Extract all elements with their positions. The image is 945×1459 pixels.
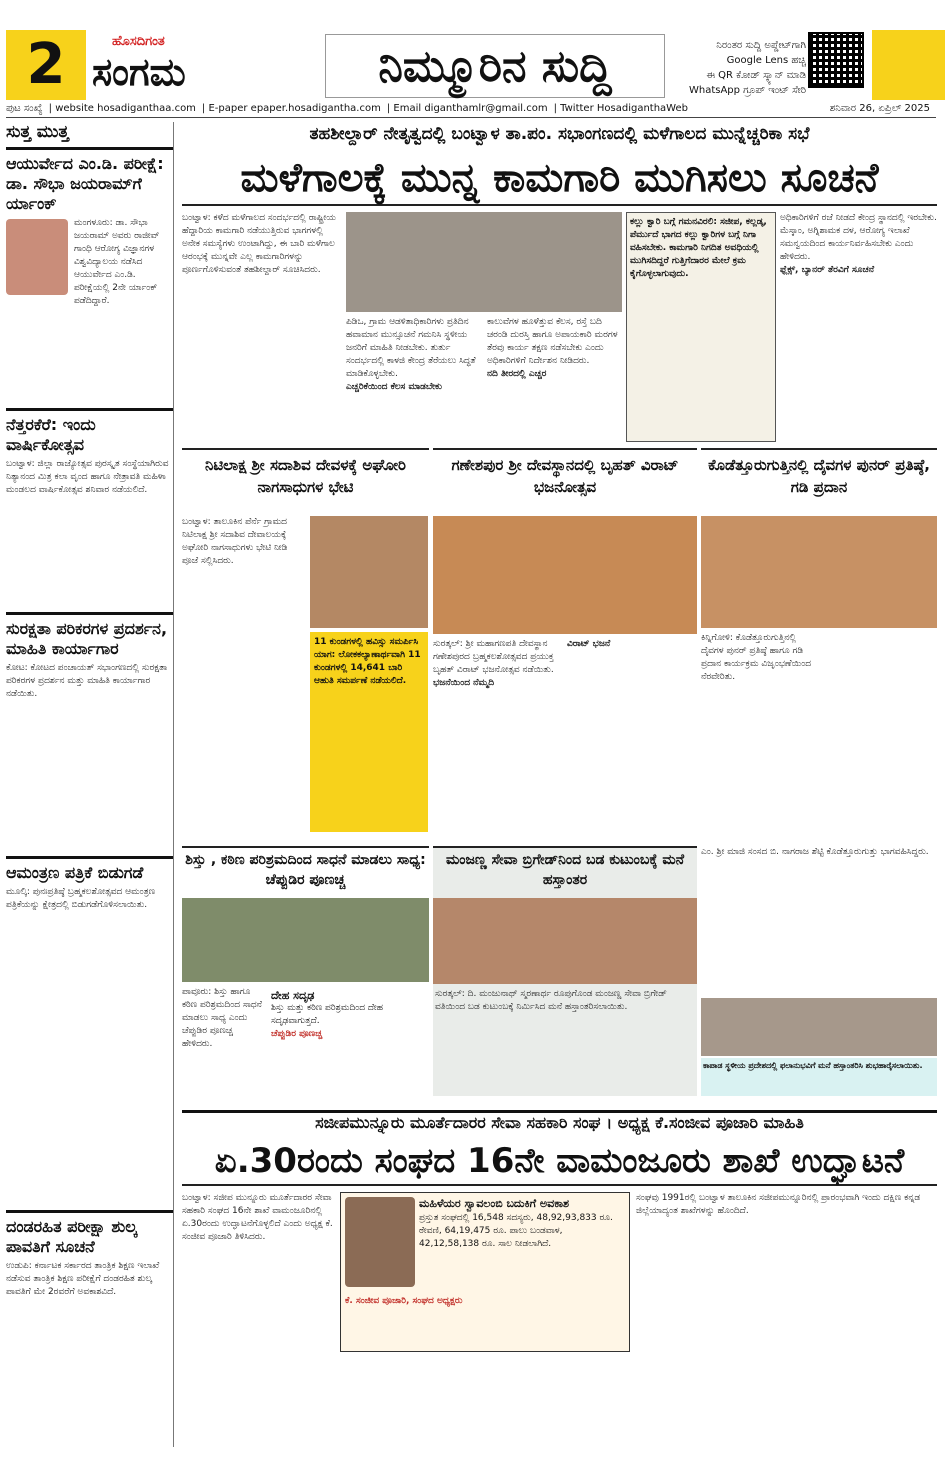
left-column [6, 122, 174, 1447]
brief-heading: ಆಯುರ್ವೇದ ಎಂ.ಡಿ. ಪರೀಕ್ಷೆ: ಡಾ. ಸೌಭಾ ಜಯರಾಮ್‌ಗೆ ರ್ಯಾಂಕ್ [6, 147, 173, 214]
epaper-link[interactable]: E-paper epaper.hosadigantha.com [208, 103, 381, 114]
story-side: ವಿರಾಟ್ ಭಜನೆ [567, 639, 611, 649]
brief-heading: ಆಮಂತ್ರಣ ಪತ್ರಿಕೆ ಬಿಡುಗಡೆ [6, 856, 173, 883]
brief-story [6, 856, 173, 1206]
footer-body-col3: ಸಂಘವು 1991ರಲ್ಲಿ ಬಂಟ್ವಾಳ ತಾಲೂಕಿನ ಸಜೀಪಮುನ್ನೂರಿನಲ್ಲಿ ಪ್ರಾರಂಭವಾಗಿ ಇಂದು ದಕ್ಷಿಣ ಕನ್ನಡ ಜಿಲ್ಲೆಯಾದ್ಯಂತ ಶಾಖೆಗಳನ್ನು ಹೊಂದಿದೆ. [636, 1193, 921, 1216]
story-title: ಮಂಜಣ್ಣ ಸೇವಾ ಬ್ರಿಗೇಡ್‌ನಿಂದ ಬಡ ಕುಟುಂಬಕ್ಕೆ ಮನೆ ಹಸ್ತಾಂತರ [445, 852, 685, 888]
lead-subhead: ಫ್ಲೆಕ್ಸ್, ಬ್ಯಾನರ್ ತೆರವಿಗೆ ಸೂಚನೆ [780, 265, 875, 275]
brief-body: ಉಡುಪಿ: ಕರ್ನಾಟಕ ಸರ್ಕಾರದ ತಾಂತ್ರಿಕ ಶಿಕ್ಷಣ ಇಲಾಖೆ ನಡೆಸುವ ತಾಂತ್ರಿಕ ಶಿಕ್ಷಣ ಪರೀಕ್ಷೆಗೆ ದಂಡರಹಿತ ಶುಲ್ಕ ಪಾವತಿಗೆ ಮೇ 2ರವರೆಗೆ ಅವಕಾಶವಿದೆ. [6, 1261, 160, 1297]
story-body: ಕಿನ್ನಿಗೋಳಿ: ಕೊಡೆತ್ತೂರುಗುತ್ತಿನಲ್ಲಿ ದೈವಗಳ ಪುನರ್ ಪ್ರತಿಷ್ಠೆ ಹಾಗೂ ಗಡಿ ಪ್ರದಾನ ಕಾರ್ಯಕ್ರಮ ವಿಜೃಂಭಣೆಯಿಂದ ನೆರವೇರಿತು. [701, 633, 812, 682]
story-title: ನಿಟಿಲಾಕ್ಷ ಶ್ರೀ ಸದಾಶಿವ ದೇವಳಕ್ಕೆ ಅಘೋರಿ ನಾಗಸಾಧುಗಳ ಭೇಟಿ [205, 456, 406, 496]
family-photo [701, 998, 937, 1056]
story-title: ಶಿಸ್ತು , ಕಠಿಣ ಪರಿಶ್ರಮದಿಂದ ಸಾಧನೆ ಮಾಡಲು ಸಾಧ್ಯ: ಚೆಪ್ಪುಡಿರ ಪೂಣಚ್ಚ [185, 852, 426, 888]
footer-body-col2 [340, 1356, 630, 1447]
athletes-photo [182, 898, 429, 982]
photo-caption: ಕಾಪಾಡ ಸ್ಥಳೀಯ ಪ್ರದೇಶದಲ್ಲಿ ಫಲಾನುಭವಿಗೆ ಮನೆ ಹಸ್ತಾಂತರಿಸಿ ಶುಭಹಾರೈಸಲಾಯಿತು. [701, 1058, 937, 1096]
supplement-title: ಸಂಗಮ [92, 50, 186, 94]
story-body: ಬಂಟ್ವಾಳ: ತಾಲೂಕಿನ ಪೆರ್ನೆ ಗ್ರಾಮದ ನಿಟಿಲಾಕ್ಷ ಶ್ರೀ ಸದಾಶಿವ ದೇವಾಲಯಕ್ಕೆ ಅಘೋರಿ ನಾಗಸಾಧುಗಳು ಭೇಟಿ ನೀಡಿ ಪೂಜೆ ಸಲ್ಲಿಸಿದರು. [182, 517, 288, 566]
bhajan-photo [433, 516, 697, 634]
brief-story [6, 612, 173, 852]
stats-box [340, 1192, 630, 1352]
story-nitilaksha [182, 448, 429, 840]
brief-heading: ದಂಡರಹಿತ ಪರೀಕ್ಷಾ ಶುಲ್ಕ ಪಾವತಿಗೆ ಸೂಚನೆ [6, 1210, 173, 1257]
story-kodettur [701, 448, 937, 840]
lead-kicker: ತಹಶೀಲ್ದಾರ್ ನೇತೃತ್ವದಲ್ಲಿ ಬಂಟ್ವಾಳ ತಾ.ಪಂ. ಸಭಾಂಗಣದಲ್ಲಿ ಮಳೆಗಾಲದ ಮುನ್ನೆಚ್ಚರಿಕಾ ಸಭೆ [309, 124, 810, 144]
story-poonacha [182, 846, 429, 1096]
meeting-photo [346, 212, 622, 312]
lead-headline: ಮಳೆಗಾಲಕ್ಕೆ ಮುನ್ನ ಕಾಮಗಾರಿ ಮುಗಿಸಲು ಸೂಚನೆ [182, 150, 937, 206]
stats-body: ಪ್ರಸ್ತುತ ಸಂಘದಲ್ಲಿ 16,548 ಸದಸ್ಯರು, 48,92,93,833 ರೂ. ಠೇವಣಿ, 64,19,475 ರೂ. ಪಾಲು ಬಂಡವಾಳ, 42,12,58,138 ರೂ. ಸಾಲ ನೀಡಲಾಗಿದೆ. [419, 1213, 613, 1249]
lead-body-col4: ಅಧಿಕಾರಿಗಳಿಗೆ ರಜೆ ನೀಡದೆ ಕೇಂದ್ರ ಸ್ಥಾನದಲ್ಲಿ ಇರಬೇಕು. ಮೆಸ್ಕಾಂ, ಅಗ್ನಿಶಾಮಕ ದಳ, ಆರೋಗ್ಯ ಇಲಾಖೆ ಸಮನ್ವಯದಿಂದ ಕಾರ್ಯನಿರ್ವಹಿಸಬೇಕು ಎಂದು ಹೇಳಿದರು. ಫ್ಲೆಕ್ಸ್, ಬ್ಯಾನರ್ ತೆರವಿಗೆ ಸೂಚನೆ [780, 213, 937, 275]
portrait-photo [345, 1197, 415, 1287]
footer-headline: ಏ.30ರಂದು ಸಂಘದ 16ನೇ ವಾಮಂಜೂರು ಶಾಖೆ ಉದ್ಘಾಟನೆ [182, 1136, 937, 1186]
brief-story [6, 408, 173, 608]
ritual-photo [701, 516, 937, 628]
story-title: ಗಣೇಶಪುರ ಶ್ರೀ ದೇವಸ್ಥಾನದಲ್ಲಿ ಬೃಹತ್ ವಿರಾಟ್ ಭಜನೋತ್ಸವ [451, 456, 679, 496]
pages-label: ಪುಟ ಸಂಖ್ಯೆ [6, 103, 43, 114]
accent-block [872, 30, 945, 100]
lead-subhead: ಎಚ್ಚರಿಕೆಯಿಂದ ಕೆಲಸ ಮಾಡಬೇಕು [346, 382, 442, 392]
brief-heading: ಸುರಕ್ಷತಾ ಪರಿಕರಗಳ ಪ್ರದರ್ಶನ, ಮಾಹಿತಿ ಕಾರ್ಯಾಗಾರ [6, 612, 173, 659]
story-kodettur-cont [701, 846, 937, 1096]
brief-body: ಕೋಟ: ಕೋಟದ ಪಂಚಾಯತ್ ಸಭಾಂಗಣದಲ್ಲಿ ಸುರಕ್ಷತಾ ಪರಿಕರಗಳ ಪ್ರದರ್ಶನ ಮತ್ತು ಮಾಹಿತಿ ಕಾರ್ಯಾಗಾರ ನಡೆಯಿತು. [6, 663, 168, 699]
qr-instructions: ನಿರಂತರ ಸುದ್ದಿ ಅಪ್ಡೇಟ್‌ಗಾಗಿ Google Lens ಹಚ್ಚಿ ಈ QR ಕೋಡ್ ಸ್ಕ್ಯಾನ್ ಮಾಡಿ WhatsApp ಗ್ರೂಪ್ ಇಂಟ್ ಸೇರಿ [688, 40, 806, 96]
column-title: ನಿಮ್ಮೂರಿನ ಸುದ್ದಿ [325, 34, 665, 98]
brief-body-extra [6, 308, 173, 404]
brief-heading: ನೆತ್ತರಕೆರೆ: ಇಂದು ವಾರ್ಷಿಕೋತ್ಸವ [6, 408, 173, 455]
info-bar: ಪುಟ ಸಂಖ್ಯೆ | website hosadiganthaa.com | E-paper epaper.hosadigantha.com | Email diganthamlr@gmail.com | Twitter HosadiganthaWeb ಶನಿವಾರ 26, ಏಪ್ರಿಲ್ 2025 [6, 100, 936, 118]
qr-code-icon[interactable] [808, 32, 864, 88]
brief-story [6, 147, 173, 308]
lead-body-col3: ಕಾಲುವೆಗಳ ಹೂಳೆತ್ತುವ ಕೆಲಸ, ರಸ್ತೆ ಬದಿ ಚರಂಡಿ ದುರಸ್ತಿ ಹಾಗೂ ಅಪಾಯಕಾರಿ ಮರಗಳ ತೆರವು ಕಾರ್ಯ ತಕ್ಷಣ ನಡೆಸಬೇಕು ಎಂದು ಅಧಿಕಾರಿಗಳಿಗೆ ನಿರ್ದೇಶನ ನೀಡಿದರು. ನದಿ ತೀರದಲ್ಲಿ ಎಚ್ಚರ [487, 316, 622, 444]
story-manjanna [433, 846, 697, 1096]
story-callout: 11 ಕುಂಡಗಳಲ್ಲಿ ಹವಿಸ್ಸು ಸಮರ್ಪಿಸಿ ಯಾಗ: ಲೋಕಕಲ್ಯಾಣಾರ್ಥವಾಗಿ 11 ಕುಂಡಗಳಲ್ಲಿ 14,641 ಬಾರಿ ಆಹುತಿ ಸಮರ್ಪಣೆ ನಡೆಯಲಿದೆ. [310, 632, 428, 832]
column-brand: ಸುತ್ತ ಮುತ್ತ [6, 122, 69, 142]
brief-body: ಮೂಲ್ಕಿ: ಪುನಃಪ್ರತಿಷ್ಠೆ ಬ್ರಹ್ಮಕಲಶೋತ್ಸವದ ಆಮಂತ್ರಣ ಪತ್ರಿಕೆಯನ್ನು ಕ್ಷೇತ್ರದಲ್ಲಿ ಬಿಡುಗಡೆಗೊಳಿಸಲಾಯಿತು. [6, 887, 156, 910]
story-ganeshpura [433, 448, 697, 840]
stats-title: ಮಹಿಳೆಯರ ಸ್ವಾವಲಂಬಿ ಬದುಕಿಗೆ ಅವಕಾಶ [419, 1197, 570, 1210]
house-handover-photo [433, 898, 697, 984]
brief-body: ಮಂಗಳೂರು: ಡಾ. ಸೌಭಾ ಜಯರಾಮ್ ಅವರು ರಾಜೀವ್ ಗಾಂಧಿ ಆರೋಗ್ಯ ವಿಜ್ಞಾನಗಳ ವಿಶ್ವವಿದ್ಯಾಲಯ ನಡೆಸಿದ ಆಯುರ್ವೇದ ಎಂ.ಡಿ. ಪರೀಕ್ಷೆಯಲ್ಲಿ 2ನೇ ರ್ಯಾಂಕ್ ಪಡೆದಿದ್ದಾರೆ. [74, 218, 160, 306]
brief-story [6, 1210, 173, 1299]
twitter-link[interactable]: Twitter HosadiganthaWeb [560, 103, 688, 114]
story-body: ಸುರತ್ಕಲ್: ಶ್ರೀ ಮಹಾಗಣಪತಿ ದೇವಸ್ಥಾನ ಗಣೇಶಪುರದ ಬ್ರಹ್ಮಕಲಶೋತ್ಸವದ ಪ್ರಯುಕ್ತ ಬೃಹತ್ ವಿರಾಟ್ ಭಜನೋತ್ಸವ ನಡೆಯಿತು. ಭಜನೆಯಿಂದ ನೆಮ್ಮದಿ [433, 638, 561, 838]
story-subhead: ಭಜನೆಯಿಂದ ನೆಮ್ಮದಿ [433, 678, 495, 688]
lead-quote-box: ಕಲ್ಲು ಕ್ವಾರಿ ಬಗ್ಗೆ ಗಮನವಿರಲಿ: ಸಜೀಪ, ಕಲ್ಲಡ್ಕ, ಪೆರ್ಮುದೆ ಭಾಗದ ಕಲ್ಲು ಕ್ವಾರಿಗಳ ಬಗ್ಗೆ ನಿಗಾ ವಹಿಸಬೇಕು. ಕಾಮಗಾರಿ ನಿಗದಿತ ಅವಧಿಯಲ್ಲಿ ಮುಗಿಸದಿದ್ದರೆ ಗುತ್ತಿಗೆದಾರರ ಮೇಲೆ ಕ್ರಮ ಕೈಗೊಳ್ಳಲಾಗುವುದು. [626, 212, 776, 442]
lead-body-col1: ಬಂಟ್ವಾಳ: ಕಳೆದ ಮಳೆಗಾಲದ ಸಂದರ್ಭದಲ್ಲಿ ರಾಷ್ಟ್ರೀಯ ಹೆದ್ದಾರಿಯ ಕಾಮಗಾರಿ ನಡೆಯುತ್ತಿರುವ ಭಾಗಗಳಲ್ಲಿ ಅನೇಕ ಸಮಸ್ಯೆಗಳು ಉಂಟಾಗಿದ್ದು, ಈ ಬಾರಿ ಮಳೆಗಾಲ ಆರಂಭಕ್ಕೆ ಮುನ್ನವೇ ಎಲ್ಲ ಕಾಮಗಾರಿಗಳನ್ನು ಪೂರ್ಣಗೊಳಿಸುವಂತೆ ತಹಶೀಲ್ದಾರ್ ಸೂಚಿಸಿದರು. [182, 213, 336, 275]
masthead [0, 0, 945, 100]
email-link[interactable]: Email diganthamlr@gmail.com [393, 103, 548, 114]
lead-subhead: ನದಿ ತೀರದಲ್ಲಿ ಎಚ್ಚರ [487, 369, 547, 379]
story-body: ಪಾವೂರು: ಶಿಸ್ತು ಹಾಗೂ ಕಠಿಣ ಪರಿಶ್ರಮದಿಂದ ಸಾಧನೆ ಮಾಡಲು ಸಾಧ್ಯ ಎಂದು ಚೆಪ್ಪುಡಿರ ಪೂಣಚ್ಚ ಹೇಳಿದರು. [182, 987, 263, 1049]
website-link[interactable]: website hosadiganthaa.com [55, 103, 196, 114]
story-body: ಸುರತ್ಕಲ್: ದಿ. ಮಂಜುನಾಥ್ ಸ್ಮರಣಾರ್ಥ ರೂಪುಗೊಂಡ ಮಂಜಣ್ಣ ಸೇವಾ ಬ್ರಿಗೇಡ್ ವತಿಯಿಂದ ಬಡ ಕುಟುಂಬಕ್ಕೆ ನಿರ್ಮಿಸಿದ ಮನೆ ಹಸ್ತಾಂತರಿಸಲಾಯಿತು. [435, 989, 667, 1012]
story-body: ಎಂ. ಶ್ರೀ ಮಾಜಿ ಸಂಸದ ಬಿ. ನಾಗರಾಜ ಶೆಟ್ಟಿ ಕೊಡೆತ್ತೂರುಗುತ್ತು ಭಾಗವಹಿಸಿದ್ದರು. [701, 847, 929, 857]
lead-body-col2: ಪಿಡಿಒ, ಗ್ರಾಮ ಆಡಳಿತಾಧಿಕಾರಿಗಳು ಪ್ರತಿದಿನ ಹವಾಮಾನ ಮುನ್ಸೂಚನೆ ಗಮನಿಸಿ ಸ್ಥಳೀಯ ಜನರಿಗೆ ಮಾಹಿತಿ ನೀಡಬೇಕು. ತುರ್ತು ಸಂದರ್ಭದಲ್ಲಿ ಕಾಳಜಿ ಕೇಂದ್ರ ತೆರೆಯಲು ಸಿದ್ಧತೆ ಮಾಡಿಕೊಳ್ಳಬೇಕು. ಎಚ್ಚರಿಕೆಯಿಂದ ಕೆಲಸ ಮಾಡಬೇಕು [346, 316, 481, 444]
brief-body: ಬಂಟ್ವಾಳ: ಜಿಲ್ಲಾ ರಾಜ್ಯೋತ್ಸವ ಪುರಸ್ಕೃತ ಸಂಸ್ಥೆಯಾಗಿರುವ ನಿತ್ಯಾನಂದ ಮಿತ್ರ ಕಲಾ ವೃಂದ ಹಾಗೂ ನೇತ್ರಾವತಿ ಮಹಿಳಾ ಮಂಡಲದ ವಾರ್ಷಿಕೋತ್ಸವ ಶನಿವಾರ ನಡೆಯಲಿದೆ. [6, 459, 169, 495]
sadhus-photo [310, 516, 428, 628]
story-title: ಕೊಡೆತ್ತೂರುಗುತ್ತಿನಲ್ಲಿ ದೈವಗಳ ಪುನರ್ ಪ್ರತಿಷ್ಠೆ, ಗಡಿ ಪ್ರದಾನ [708, 456, 930, 496]
portrait-photo [6, 219, 68, 295]
footer-kicker: ಸಜೀಪಮುನ್ನೂರು ಮೂರ್ತೆದಾರರ ಸೇವಾ ಸಹಕಾರಿ ಸಂಘ । ಅಧ್ಯಕ್ಷ ಕೆ.ಸಂಜೀವ ಪೂಜಾರಿ ಮಾಹಿತಿ [182, 1110, 937, 1136]
footer-body-col1: ಬಂಟ್ವಾಳ: ಸಜೀಪ ಮುನ್ನೂರು ಮೂರ್ತೆದಾರರ ಸೇವಾ ಸಹಕಾರಿ ಸಂಘದ 16ನೇ ಶಾಖೆ ವಾಮಂಜೂರಿನಲ್ಲಿ ಏ.30ರಂದು ಉದ್ಘಾಟನೆಗೊಳ್ಳಲಿದೆ ಎಂದು ಅಧ್ಯಕ್ಷ ಕೆ. ಸಂಜೀವ ಪೂಜಾರಿ ತಿಳಿಸಿದರು. [182, 1193, 333, 1242]
story-callout: ದೇಹ ಸದೃಢ ಶಿಸ್ತು ಮತ್ತು ಕಠಿಣ ಪರಿಶ್ರಮದಿಂದ ದೇಹ ಸದೃಢವಾಗುತ್ತದೆ. ಚೆಪ್ಪುಡಿರ ಪೂಣಚ್ಚ [271, 989, 383, 1039]
page-number: 2 [6, 30, 86, 100]
issue-date: ಶನಿವಾರ 26, ಏಪ್ರಿಲ್ 2025 [829, 103, 930, 114]
brand-logo-small: ಹೊಸದಿಗಂತ [112, 34, 165, 49]
stats-name: ಕೆ. ಸಂಜೀವ ಪೂಜಾರಿ, ಸಂಘದ ಅಧ್ಯಕ್ಷರು [345, 1296, 463, 1306]
